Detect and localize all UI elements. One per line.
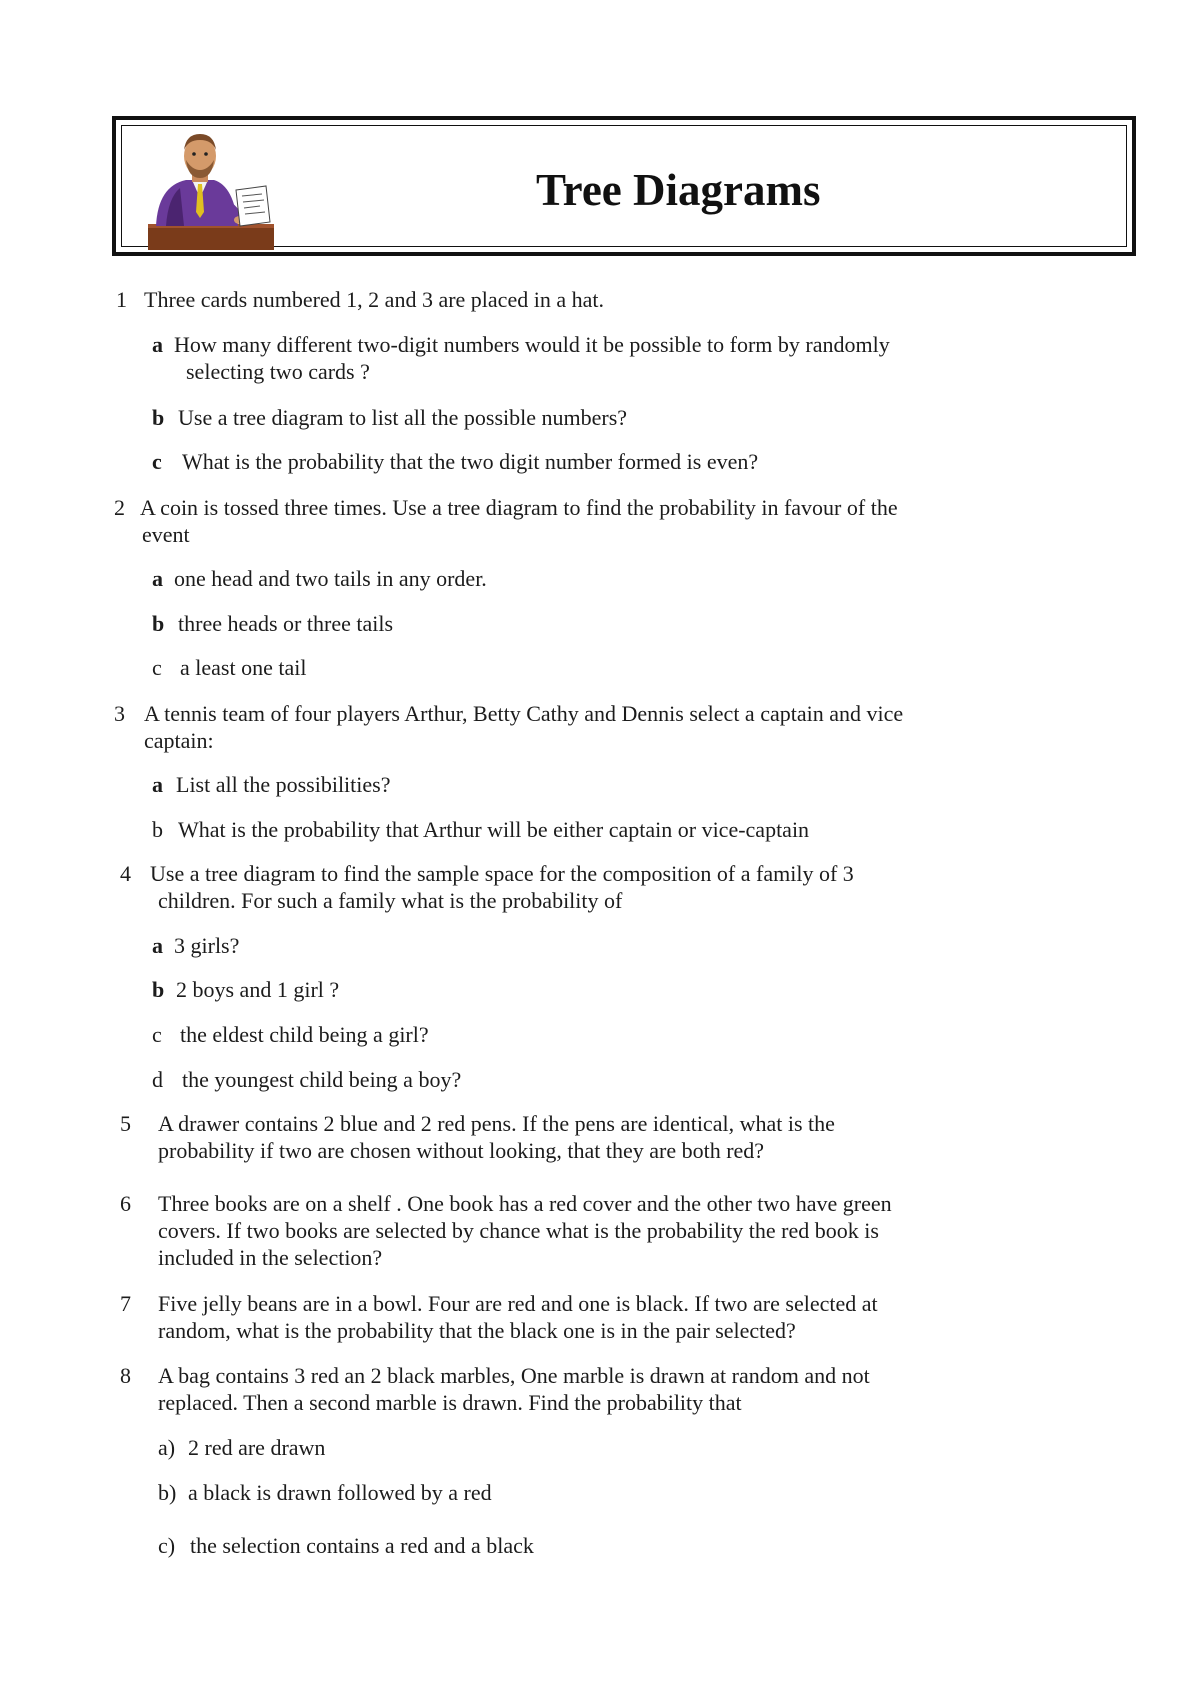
part-text: selecting two cards ?: [186, 359, 370, 384]
question-text: random, what is the probability that the black one is in the pair selected?: [158, 1318, 796, 1343]
part-item: [158, 1434, 175, 1461]
part-label: b: [152, 977, 165, 1002]
part-item: [158, 1532, 175, 1559]
question-text: replaced. Then a second marble is drawn. Find the probability that: [158, 1390, 742, 1415]
question-text: captain:: [144, 728, 214, 753]
part-text: the eldest child being a girl?: [180, 1022, 429, 1047]
part-label: b): [158, 1480, 177, 1505]
header-box: [112, 116, 1136, 256]
part-item: [152, 932, 163, 959]
part-label: a: [152, 933, 163, 958]
part-text: What is the probability that the two digit number formed is even?: [182, 449, 759, 474]
part-text: a black is drawn followed by a red: [188, 1480, 492, 1505]
question-text: Five jelly beans are in a bowl. Four are red and one is black. If two are selected at: [158, 1291, 878, 1316]
question-number: 8: [120, 1363, 131, 1388]
question-text: probability if two are chosen without looking, that they are both red?: [158, 1138, 765, 1163]
part-text: How many different two-digit numbers would it be possible to form by randomly: [174, 332, 890, 357]
question-number: 5: [120, 1111, 131, 1136]
part-text: one head and two tails in any order.: [174, 566, 487, 591]
part-item: [152, 654, 162, 681]
part-text: 3 girls?: [174, 933, 240, 958]
question-number: 3: [114, 701, 125, 726]
part-text: the youngest child being a boy?: [182, 1067, 462, 1092]
page-title: Tree Diagrams: [536, 165, 821, 215]
question-text: event: [142, 522, 190, 547]
part-label: a): [158, 1435, 176, 1460]
part-text: three heads or three tails: [178, 611, 394, 636]
question-number: 1: [116, 287, 127, 312]
part-label: c: [152, 1022, 162, 1047]
part-text: List all the possibilities?: [176, 772, 391, 797]
part-item: [152, 1066, 163, 1093]
question-text: children. For such a family what is the probability of: [158, 888, 623, 913]
question-number: 4: [120, 861, 131, 886]
part-text: a least one tail: [180, 655, 307, 680]
part-text: Use a tree diagram to list all the possible numbers?: [178, 405, 628, 430]
part-text: the selection contains a red and a black: [190, 1533, 534, 1558]
part-label: b: [152, 817, 163, 842]
part-label: a: [152, 566, 163, 591]
part-item: [152, 976, 164, 1003]
question-text: Three cards numbered 1, 2 and 3 are placed in a hat.: [144, 287, 604, 312]
part-item: [152, 771, 163, 798]
part-label: b: [152, 405, 165, 430]
question-text: A coin is tossed three times. Use a tree diagram to find the probability in favour of the: [140, 495, 898, 520]
question-text: covers. If two books are selected by chance what is the probability the red book is: [158, 1218, 879, 1243]
part-label: d: [152, 1067, 163, 1092]
part-item: [152, 331, 163, 358]
question-number: 6: [120, 1191, 131, 1216]
part-text: 2 boys and 1 girl ?: [176, 977, 340, 1002]
part-label: b: [152, 611, 165, 636]
part-text: 2 red are drawn: [188, 1435, 326, 1460]
part-label: a: [152, 332, 163, 357]
question-text: A drawer contains 2 blue and 2 red pens. If the pens are identical, what is the: [158, 1111, 835, 1136]
part-item: [152, 404, 164, 431]
question-text: A bag contains 3 red an 2 black marbles, One marble is drawn at random and not: [158, 1363, 870, 1388]
part-label: c: [152, 655, 162, 680]
part-label: c: [152, 449, 162, 474]
question-number: 7: [120, 1291, 131, 1316]
part-label: a: [152, 772, 163, 797]
part-item: [158, 1479, 176, 1506]
teacher-at-desk-clipart: [148, 128, 274, 250]
part-item: [152, 816, 163, 843]
question-text: Three books are on a shelf . One book has a red cover and the other two have green: [158, 1191, 892, 1216]
question-text: Use a tree diagram to find the sample space for the composition of a family of 3: [150, 861, 854, 886]
part-item: [152, 1021, 162, 1048]
part-item: [152, 610, 164, 637]
question-number: 2: [114, 495, 125, 520]
part-item: [152, 448, 162, 475]
question-text: included in the selection?: [158, 1245, 383, 1270]
part-label: c): [158, 1533, 176, 1558]
part-text: What is the probability that Arthur will be either captain or vice-captain: [178, 817, 810, 842]
part-item: [152, 565, 163, 592]
question-text: A tennis team of four players Arthur, Betty Cathy and Dennis select a captain and vice: [144, 701, 904, 726]
